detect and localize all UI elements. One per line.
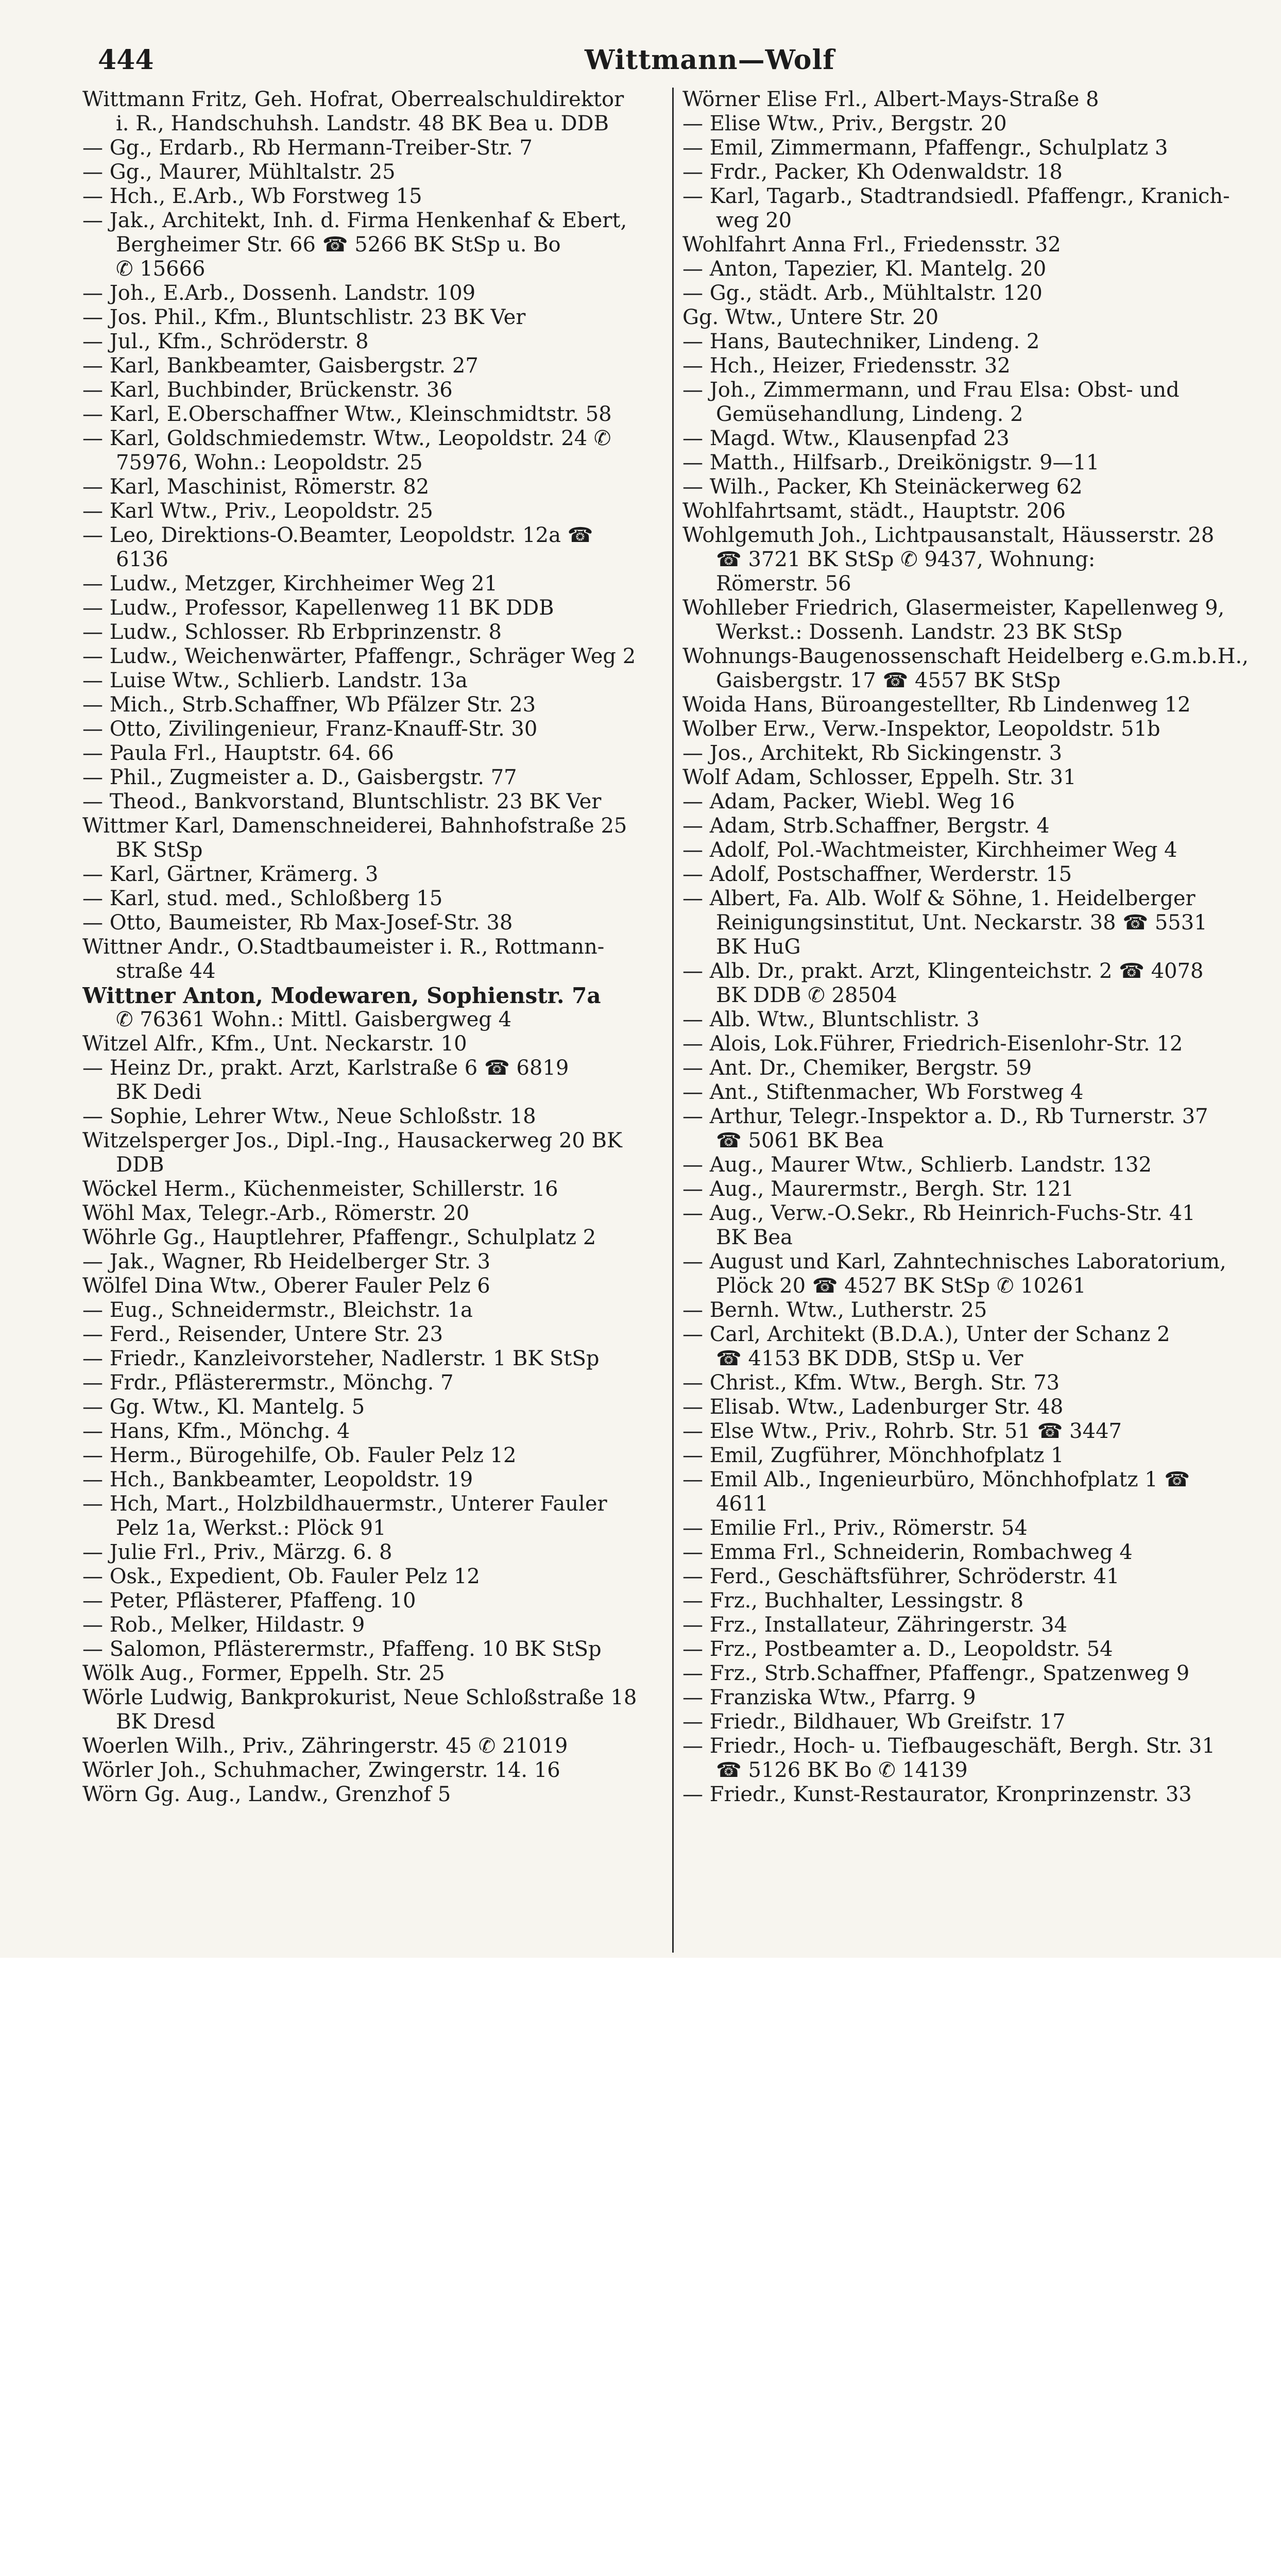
directory-entry: — Otto, Baumeister, Rb Max-Josef-Str. 38 — [82, 911, 513, 935]
directory-entry: — Sophie, Lehrer Wtw., Neue Schloßstr. 18 — [82, 1105, 536, 1128]
directory-entry: — Salomon, Pflästerermstr., Pfaffeng. 10 BK StSp — [82, 1637, 602, 1661]
directory-entry: — Eug., Schneidermstr., Bleichstr. 1a — [82, 1298, 473, 1322]
directory-entry: — Karl Wtw., Priv., Leopoldstr. 25 — [82, 499, 433, 523]
directory-entry: — Hch., E.Arb., Wb Forstweg 15 — [82, 184, 422, 208]
directory-entry: — Adam, Packer, Wiebl. Weg 16 — [682, 790, 1015, 814]
directory-entry: Wohlfahrtsamt, städt., Hauptstr. 206 — [682, 499, 1066, 523]
directory-entry: Wölk Aug., Former, Eppelh. Str. 25 — [82, 1662, 445, 1685]
directory-entry: Wohlgemuth Joh., Lichtpausanstalt, Häusserstr. 28 — [682, 523, 1215, 547]
directory-entry: — August und Karl, Zahntechnisches Laboratorium, — [682, 1250, 1226, 1274]
directory-entry: — Alb. Wtw., Bluntschlistr. 3 — [682, 1008, 980, 1031]
directory-entry: — Osk., Expedient, Ob. Fauler Pelz 12 — [82, 1565, 480, 1588]
directory-entry: — Ludw., Weichenwärter, Pfaffengr., Schräger Weg 2 — [82, 645, 636, 668]
directory-entry: — Karl, Buchbinder, Brückenstr. 36 — [82, 378, 453, 402]
entry-continuation: BK DDB ✆ 28504 — [716, 984, 897, 1007]
directory-entry: — Jak., Architekt, Inh. d. Firma Henkenhaf & Ebert, — [82, 209, 627, 232]
entry-continuation: Gaisbergstr. 17 ☎ 4557 BK StSp — [716, 669, 1061, 692]
directory-entry: Wörle Ludwig, Bankprokurist, Neue Schloßstraße 18 — [82, 1686, 637, 1709]
running-title: Wittmann—Wolf — [585, 44, 835, 76]
footer — [0, 1958, 1281, 2085]
directory-entry: — Frz., Strb.Schaffner, Pfaffengr., Spatzenweg 9 — [682, 1662, 1190, 1685]
entry-continuation: Plöck 20 ☎ 4527 BK StSp ✆ 10261 — [716, 1274, 1086, 1298]
entry-continuation: ☎ 5126 BK Bo ✆ 14139 — [716, 1758, 968, 1782]
directory-entry: — Paula Frl., Hauptstr. 64. 66 — [82, 741, 394, 765]
directory-entry: Wittmann Fritz, Geh. Hofrat, Oberrealschuldirektor — [82, 88, 624, 111]
directory-entry: — Adolf, Pol.-Wachtmeister, Kirchheimer Weg 4 — [682, 838, 1177, 862]
directory-entry: — Frdr., Pflästerermstr., Mönchg. 7 — [82, 1371, 454, 1395]
directory-entry: — Emil, Zugführer, Mönchhofplatz 1 — [682, 1444, 1064, 1467]
directory-entry: — Joh., Zimmermann, und Frau Elsa: Obst- und — [682, 378, 1180, 402]
directory-entry: — Leo, Direktions-O.Beamter, Leopoldstr. 12a ☎ — [82, 523, 593, 547]
directory-entry: — Gg., städt. Arb., Mühltalstr. 120 — [682, 281, 1043, 305]
directory-entry: — Jul., Kfm., Schröderstr. 8 — [82, 330, 369, 353]
directory-entry: — Ludw., Metzger, Kirchheimer Weg 21 — [82, 572, 498, 596]
directory-entry: — Karl, Bankbeamter, Gaisbergstr. 27 — [82, 354, 479, 378]
directory-entry: — Emilie Frl., Priv., Römerstr. 54 — [682, 1516, 1028, 1540]
entry-continuation: 75976, Wohn.: Leopoldstr. 25 — [116, 451, 423, 474]
directory-entry: — Jos., Architekt, Rb Sickingenstr. 3 — [682, 741, 1063, 765]
page-number: 444 — [98, 44, 154, 76]
directory-entry: — Theod., Bankvorstand, Bluntschlistr. 23 BK Ver — [82, 790, 602, 814]
directory-entry: — Ant. Dr., Chemiker, Bergstr. 59 — [682, 1056, 1032, 1080]
directory-entry: Wörn Gg. Aug., Landw., Grenzhof 5 — [82, 1783, 451, 1806]
directory-entry: Wolf Adam, Schlosser, Eppelh. Str. 31 — [682, 766, 1077, 789]
directory-entry: — Karl, E.Oberschaffner Wtw., Kleinschmidtstr. 58 — [82, 402, 612, 426]
entry-continuation: BK Dresd — [116, 1710, 215, 1734]
directory-entry: — Ferd., Geschäftsführer, Schröderstr. 41 — [682, 1565, 1120, 1588]
directory-entry: — Emil Alb., Ingenieurbüro, Mönchhofplatz 1 ☎ — [682, 1468, 1190, 1492]
left-column — [82, 88, 664, 1807]
entry-continuation: weg 20 — [716, 209, 792, 232]
directory-entry: — Ant., Stiftenmacher, Wb Forstweg 4 — [682, 1080, 1084, 1104]
directory-entry: — Hans, Kfm., Mönchg. 4 — [82, 1419, 350, 1443]
directory-entry: Wölfel Dina Wtw., Oberer Fauler Pelz 6 — [82, 1274, 490, 1298]
directory-entry: — Ferd., Reisender, Untere Str. 23 — [82, 1323, 443, 1346]
directory-entry: — Aug., Maurer Wtw., Schlierb. Landstr. 132 — [682, 1153, 1152, 1177]
directory-entry: Wittmer Karl, Damenschneiderei, Bahnhofstraße 25 — [82, 814, 627, 838]
directory-entry: — Heinz Dr., prakt. Arzt, Karlstraße 6 ☎ 6819 — [82, 1056, 569, 1080]
page-header — [0, 44, 1281, 86]
directory-entry: — Karl, stud. med., Schloßberg 15 — [82, 887, 443, 910]
directory-entry: Woida Hans, Büroangestellter, Rb Lindenweg 12 — [682, 693, 1191, 717]
directory-entry: — Friedr., Kanzleivorsteher, Nadlerstr. 1 BK StSp — [82, 1347, 600, 1370]
directory-entry: — Phil., Zugmeister a. D., Gaisbergstr. 77 — [82, 766, 517, 789]
entry-continuation: Römerstr. 56 — [716, 572, 851, 596]
directory-entry: — Karl, Gärtner, Krämerg. 3 — [82, 862, 379, 886]
directory-entry: — Christ., Kfm. Wtw., Bergh. Str. 73 — [682, 1371, 1060, 1395]
entry-continuation: Bergheimer Str. 66 ☎ 5266 BK StSp u. Bo — [116, 233, 561, 257]
directory-entry: Wolber Erw., Verw.-Inspektor, Leopoldstr. 51b — [682, 717, 1160, 741]
directory-entry: — Otto, Zivilingenieur, Franz-Knauff-Str. 30 — [82, 717, 538, 741]
directory-entry: — Hch., Heizer, Friedensstr. 32 — [682, 354, 1011, 378]
directory-entry: — Gg., Erdarb., Rb Hermann-Treiber-Str. 7 — [82, 136, 533, 160]
directory-entry: — Hch., Bankbeamter, Leopoldstr. 19 — [82, 1468, 473, 1492]
directory-entry: — Frdr., Packer, Kh Odenwaldstr. 18 — [682, 160, 1063, 184]
directory-entry: Wittner Anton, Modewaren, Sophienstr. 7a — [82, 984, 601, 1008]
directory-entry: — Karl, Goldschmiedemstr. Wtw., Leopoldstr. 24 ✆ — [82, 427, 611, 450]
directory-entry: Wohnungs-Baugenossenschaft Heidelberg e.G.m.b.H., — [682, 645, 1249, 668]
directory-entry: Wöckel Herm., Küchenmeister, Schillerstr. 16 — [82, 1177, 558, 1201]
directory-entry: — Luise Wtw., Schlierb. Landstr. 13a — [82, 669, 468, 692]
directory-entry: — Elisab. Wtw., Ladenburger Str. 48 — [682, 1395, 1064, 1419]
directory-entry: — Anton, Tapezier, Kl. Mantelg. 20 — [682, 257, 1047, 281]
entry-continuation: ☎ 5061 BK Bea — [716, 1129, 884, 1153]
entry-continuation: Gemüsehandlung, Lindeng. 2 — [716, 402, 1023, 426]
entry-continuation: Pelz 1a, Werkst.: Plöck 91 — [116, 1516, 386, 1540]
directory-entry: — Rob., Melker, Hildastr. 9 — [82, 1613, 365, 1637]
directory-entry: — Friedr., Hoch- u. Tiefbaugeschäft, Bergh. Str. 31 — [682, 1734, 1215, 1758]
entry-continuation: 4611 — [716, 1492, 768, 1516]
directory-entry: — Friedr., Kunst-Restaurator, Kronprinzenstr. 33 — [682, 1783, 1192, 1806]
directory-entry: — Wilh., Packer, Kh Steinäckerweg 62 — [682, 475, 1083, 499]
directory-entry: — Hch, Mart., Holzbildhauermstr., Unterer Fauler — [82, 1492, 607, 1516]
directory-entry: — Bernh. Wtw., Lutherstr. 25 — [682, 1298, 987, 1322]
entry-continuation: i. R., Handschuhsh. Landstr. 48 BK Bea u. DDB — [116, 112, 609, 135]
directory-entry: Wittner Andr., O.Stadtbaumeister i. R., Rottmann- — [82, 935, 605, 959]
entry-continuation: ☎ 3721 BK StSp ✆ 9437, Wohnung: — [716, 548, 1096, 571]
directory-entry: — Alb. Dr., prakt. Arzt, Klingenteichstr. 2 ☎ 4078 — [682, 959, 1204, 983]
directory-entry: — Magd. Wtw., Klausenpfad 23 — [682, 427, 1010, 450]
directory-entry: Wöhrle Gg., Hauptlehrer, Pfaffengr., Schulplatz 2 — [82, 1226, 596, 1249]
column-divider — [672, 88, 674, 1953]
entry-continuation: BK StSp — [116, 838, 203, 862]
directory-entry: — Jak., Wagner, Rb Heidelberger Str. 3 — [82, 1250, 491, 1274]
directory-entry: — Karl, Maschinist, Römerstr. 82 — [82, 475, 430, 499]
directory-entry: — Aug., Maurermstr., Bergh. Str. 121 — [682, 1177, 1074, 1201]
directory-entry: — Frz., Installateur, Zähringerstr. 34 — [682, 1613, 1068, 1637]
directory-entry: — Karl, Tagarb., Stadtrandsiedl. Pfaffengr., Kranich- — [682, 184, 1230, 208]
directory-entry: — Mich., Strb.Schaffner, Wb Pfälzer Str. 23 — [82, 693, 536, 717]
directory-entry: — Alois, Lok.Führer, Friedrich-Eisenlohr-Str. 12 — [682, 1032, 1183, 1056]
right-column — [682, 88, 1259, 1807]
entry-continuation: ✆ 15666 — [116, 257, 206, 281]
directory-entry: — Adam, Strb.Schaffner, Bergstr. 4 — [682, 814, 1050, 838]
directory-entry: — Hans, Bautechniker, Lindeng. 2 — [682, 330, 1040, 353]
directory-entry: Wörner Elise Frl., Albert-Mays-Straße 8 — [682, 88, 1099, 111]
directory-entry: — Albert, Fa. Alb. Wolf & Söhne, 1. Heidelberger — [682, 887, 1195, 910]
directory-entry: — Elise Wtw., Priv., Bergstr. 20 — [682, 112, 1007, 135]
directory-entry: — Jos. Phil., Kfm., Bluntschlistr. 23 BK Ver — [82, 306, 526, 329]
directory-entry: — Franziska Wtw., Pfarrg. 9 — [682, 1686, 976, 1709]
entry-continuation: Reinigungsinstitut, Unt. Neckarstr. 38 ☎ 5531 — [716, 911, 1207, 935]
entry-continuation: 6136 — [116, 548, 168, 571]
directory-entry: — Ludw., Professor, Kapellenweg 11 BK DDB — [82, 596, 554, 620]
directory-entry: — Adolf, Postschaffner, Werderstr. 15 — [682, 862, 1072, 886]
directory-entry: — Else Wtw., Priv., Rohrb. Str. 51 ☎ 3447 — [682, 1419, 1122, 1443]
directory-entry: Gg. Wtw., Untere Str. 20 — [682, 306, 939, 329]
directory-entry: — Matth., Hilfsarb., Dreikönigstr. 9—11 — [682, 451, 1100, 474]
directory-entry: — Arthur, Telegr.-Inspektor a. D., Rb Turnerstr. 37 — [682, 1105, 1208, 1128]
entry-continuation: BK Dedi — [116, 1080, 202, 1104]
directory-entry: Wohlfahrt Anna Frl., Friedensstr. 32 — [682, 233, 1061, 257]
directory-entry: — Emma Frl., Schneiderin, Rombachweg 4 — [682, 1540, 1133, 1564]
directory-entry: Wörler Joh., Schuhmacher, Zwingerstr. 14. 16 — [82, 1758, 560, 1782]
entry-continuation: straße 44 — [116, 959, 216, 983]
directory-entry: — Gg. Wtw., Kl. Mantelg. 5 — [82, 1395, 365, 1419]
directory-entry: — Ludw., Schlosser. Rb Erbprinzenstr. 8 — [82, 620, 502, 644]
directory-entry: — Emil, Zimmermann, Pfaffengr., Schulplatz 3 — [682, 136, 1168, 160]
directory-entry: — Gg., Maurer, Mühltalstr. 25 — [82, 160, 396, 184]
directory-entry: — Joh., E.Arb., Dossenh. Landstr. 109 — [82, 281, 476, 305]
entry-continuation: DDB — [116, 1153, 164, 1177]
directory-entry: Woerlen Wilh., Priv., Zähringerstr. 45 ✆ 21019 — [82, 1734, 568, 1758]
directory-entry: Witzel Alfr., Kfm., Unt. Neckarstr. 10 — [82, 1032, 467, 1056]
directory-entry: Wöhl Max, Telegr.-Arb., Römerstr. 20 — [82, 1201, 470, 1225]
entry-continuation: ✆ 76361 Wohn.: Mittl. Gaisbergweg 4 — [116, 1008, 512, 1031]
entry-continuation: BK Bea — [716, 1226, 793, 1249]
entry-continuation: Werkst.: Dossenh. Landstr. 23 BK StSp — [716, 620, 1122, 644]
directory-entry: — Herm., Bürogehilfe, Ob. Fauler Pelz 12 — [82, 1444, 517, 1467]
directory-entry: — Peter, Pflästerer, Pfaffeng. 10 — [82, 1589, 416, 1613]
directory-entry: — Julie Frl., Priv., Märzg. 6. 8 — [82, 1540, 392, 1564]
directory-entry: — Friedr., Bildhauer, Wb Greifstr. 17 — [682, 1710, 1066, 1734]
directory-entry: Wohlleber Friedrich, Glasermeister, Kapellenweg 9, — [682, 596, 1225, 620]
directory-entry: Witzelsperger Jos., Dipl.-Ing., Hausackerweg 20 BK — [82, 1129, 622, 1153]
entry-continuation: BK HuG — [716, 935, 801, 959]
entry-continuation: ☎ 4153 BK DDB, StSp u. Ver — [716, 1347, 1023, 1370]
directory-entry: — Carl, Architekt (B.D.A.), Unter der Schanz 2 — [682, 1323, 1170, 1346]
directory-entry: — Frz., Buchhalter, Lessingstr. 8 — [682, 1589, 1024, 1613]
directory-entry: — Frz., Postbeamter a. D., Leopoldstr. 54 — [682, 1637, 1113, 1661]
directory-entry: — Aug., Verw.-O.Sekr., Rb Heinrich-Fuchs-Str. 41 — [682, 1201, 1195, 1225]
